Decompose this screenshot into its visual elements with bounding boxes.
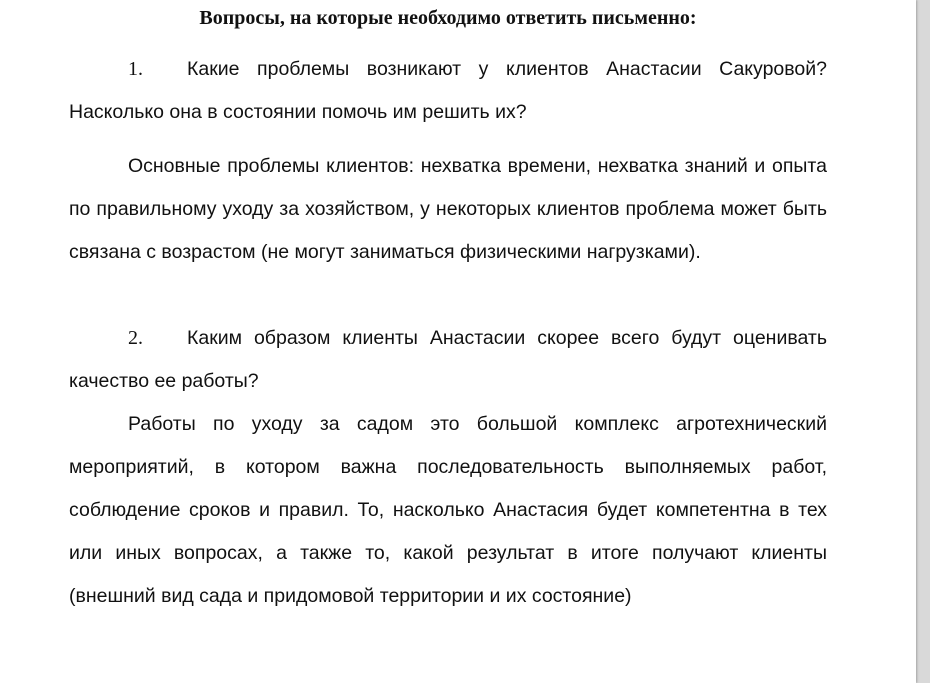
answer-1: [69, 145, 827, 274]
question-2: [69, 317, 827, 403]
question-number: 1.: [128, 58, 143, 80]
answer-2: [69, 403, 827, 618]
answer-text: Работы по уходу за садом это большой комплекс агротехнический мероприятий, в котором важна последовательность выполняемых работ, соблюдение сроков и правил. То, насколько Анастасия будет компетентна в тех или иных вопросах, а также то, какой результат в итоге получают клиенты (внешний вид сада и придомовой территории и их состояние): [69, 413, 827, 607]
question-number: 2.: [128, 327, 143, 349]
answer-text: Основные проблемы клиентов: нехватка времени, нехватка знаний и опыта по правильному уходу за хозяйством, у некоторых клиентов проблема может быть связана с возрастом (не могут заниматься физическими нагрузками).: [69, 155, 827, 263]
document-title: Вопросы, на которые необходимо ответить письменно:: [199, 7, 697, 29]
question-text: Каким образом клиенты Анастасии скорее всего будут оценивать качество ее работы?: [69, 327, 827, 392]
question-text: Какие проблемы возникают у клиентов Анастасии Сакуровой? Насколько она в состоянии помочь им решить их?: [69, 58, 827, 123]
question-1: [69, 48, 827, 134]
